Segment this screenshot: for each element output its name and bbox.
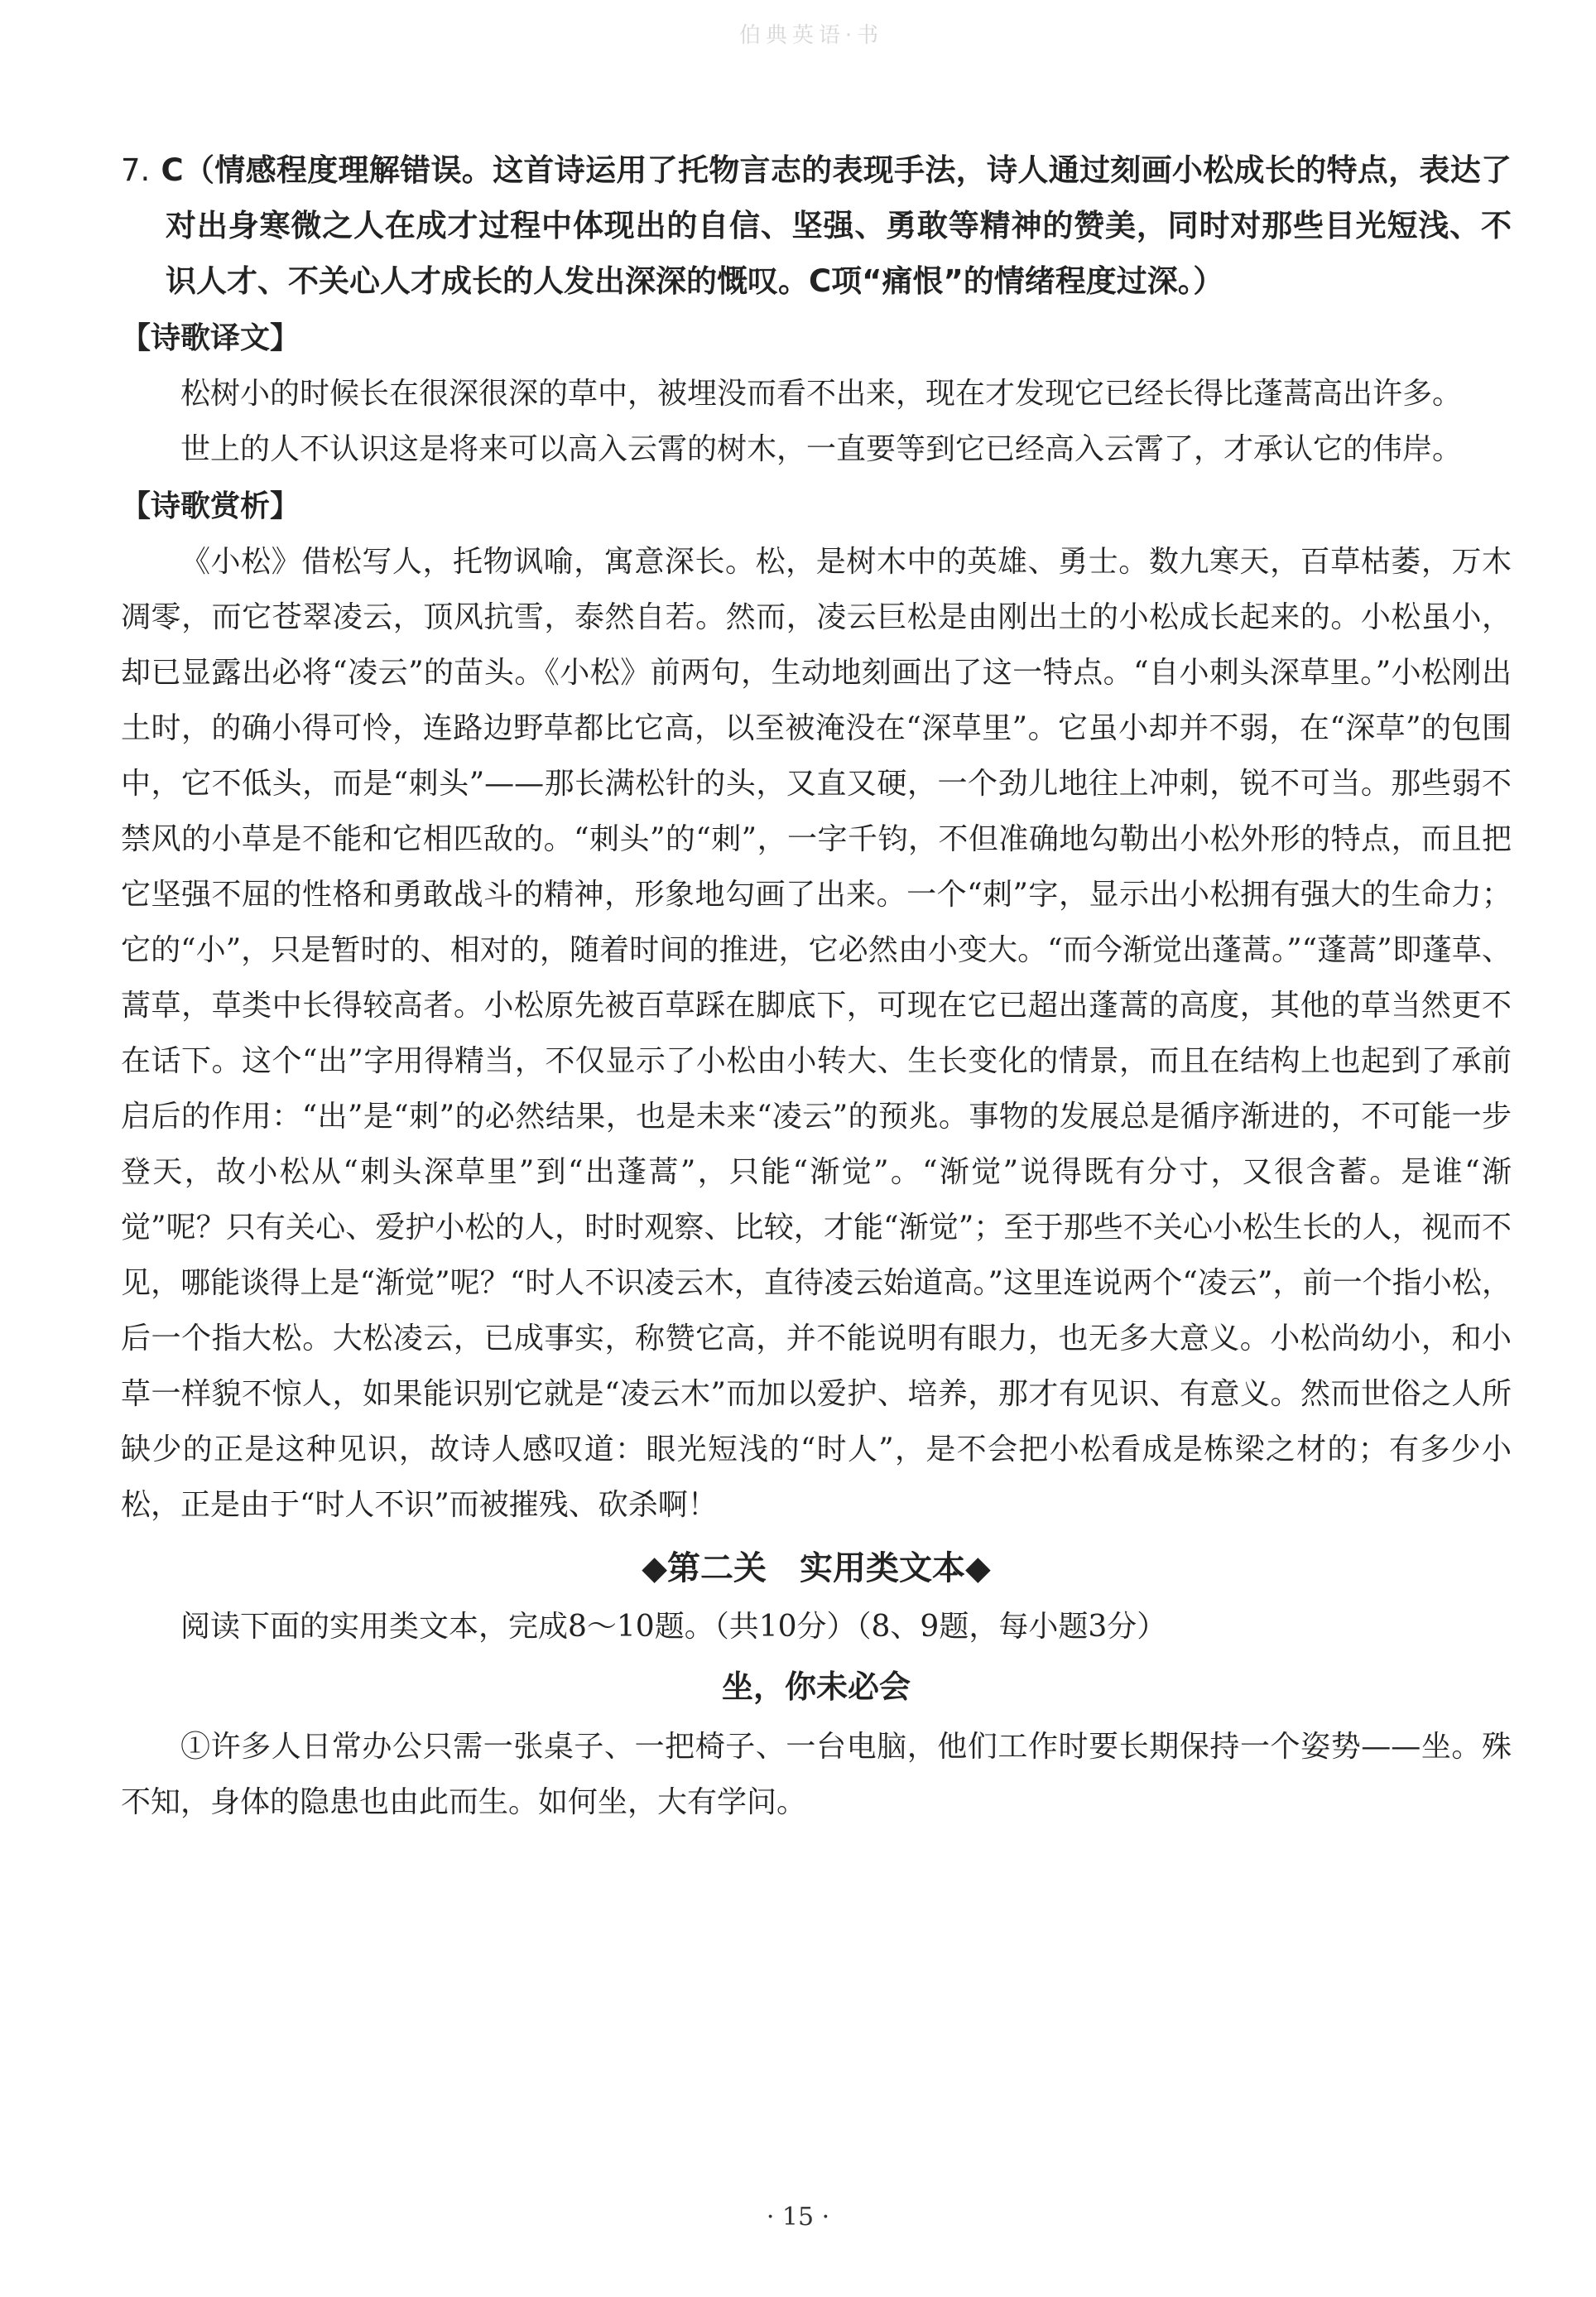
stage-title: ◆第二关 实用类文本◆ bbox=[642, 1549, 991, 1587]
page-content bbox=[121, 142, 1512, 1830]
appreciation-label: 【诗歌赏析】 bbox=[121, 489, 300, 523]
answer-text: C（情感程度理解错误。这首诗运用了托物言志的表现手法，诗人通过刻画小松成长的特点，表达了对出身寒微之人在成才过程中体现出的自信、坚强、勇敢等精神的赞美，同时对那些目光短浅、不识人才、不关心人才成长的人发出深深的慨叹。C项“痛恨”的情绪程度过深。） bbox=[161, 152, 1512, 299]
article-paragraph-1: ①许多人日常办公只需一张桌子、一把椅子、一台电脑，他们工作时要长期保持一个姿势——坐。殊不知，身体的隐患也由此而生。如何坐，大有学问。 bbox=[121, 1730, 1512, 1819]
translation-label: 【诗歌译文】 bbox=[121, 321, 300, 355]
translation-paragraph-2: 世上的人不认识这是将来可以高入云霄的树木，一直要等到它已经高入云霄了，才承认它的伟岸。 bbox=[180, 432, 1463, 466]
stage-instructions: 阅读下面的实用类文本，完成8～10题。（共10分）（8、9题，每小题3分） bbox=[180, 1610, 1167, 1644]
faint-header-watermark: 伯典英语·书 bbox=[738, 23, 884, 48]
page-number: · 15 · bbox=[766, 2203, 830, 2232]
translation-paragraph-1: 松树小的时候长在很深很深的草中，被埋没而看不出来，现在才发现它已经长得比蓬蒿高出许多。 bbox=[180, 377, 1463, 411]
article-title: 坐，你未必会 bbox=[721, 1669, 911, 1705]
appreciation-paragraph: 《小松》借松写人，托物讽喻，寓意深长。松，是树木中的英雄、勇士。数九寒天，百草枯萎，万木凋零，而它苍翠凌云，顶风抗雪，泰然自若。然而，凌云巨松是由刚出土的小松成长起来的。小松虽小，却已显露出必将“凌云”的苗头。《小松》前两句，生动地刻画出了这一特点。“自小刺头深草里。”小松刚出土时，的确小得可怜，连路边野草都比它高，以至被淹没在“深草里”。它虽小却并不弱，在“深草”的包围中，它不低头，而是“刺头”——那长满松针的头，又直又硬，一个劲儿地往上冲刺，锐不可当。那些弱不禁风的小草是不能和它相匹敌的。“刺头”的“刺”，一字千钧，不但准确地勾勒出小松外形的特点，而且把它坚强不屈的性格和勇敢战斗的精神，形象地勾画了出来。一个“刺”字，显示出小松拥有强大的生命力；它的“小”，只是暂时的、相对的，随着时间的推进，它必然由小变大。“而今渐觉出蓬蒿。”“蓬蒿”即蓬草、蒿草，草类中长得较高者。小松原先被百草踩在脚底下，可现在它已超出蓬蒿的高度，其他的草当然更不在话下。这个“出”字用得精当，不仅显示了小松由小转大、生长变化的情景，而且在结构上也起到了承前启后的作用：“出”是“刺”的必然结果，也是未来“凌云”的预兆。事物的发展总是循序渐进的，不可能一步登天，故小松从“刺头深草里”到“出蓬蒿”，只能“渐觉”。“渐觉”说得既有分寸，又很含蓄。是谁“渐觉”呢？只有关心、爱护小松的人，时时观察、比较，才能“渐觉”；至于那些不关心小松生长的人，视而不见，哪能谈得上是“渐觉”呢？“时人不识凌云木，直待凌云始道高。”这里连说两个“凌云”，前一个指小松，后一个指大松。大松凌云，已成事实，称赞它高，并不能说明有眼力，也无多大意义。小松尚幼小，和小草一样貌不惊人，如果能识别它就是“凌云木”而加以爱护、培养，那才有见识、有意义。然而世俗之人所缺少的正是这种见识，故诗人感叹道：眼光短浅的“时人”，是不会把小松看成是栋梁之材的；有多少小松，正是由于“时人不识”而被摧残、砍杀啊！ bbox=[121, 545, 1512, 1522]
answer-item-7 bbox=[121, 142, 1512, 309]
answer-number: 7. bbox=[121, 152, 151, 188]
